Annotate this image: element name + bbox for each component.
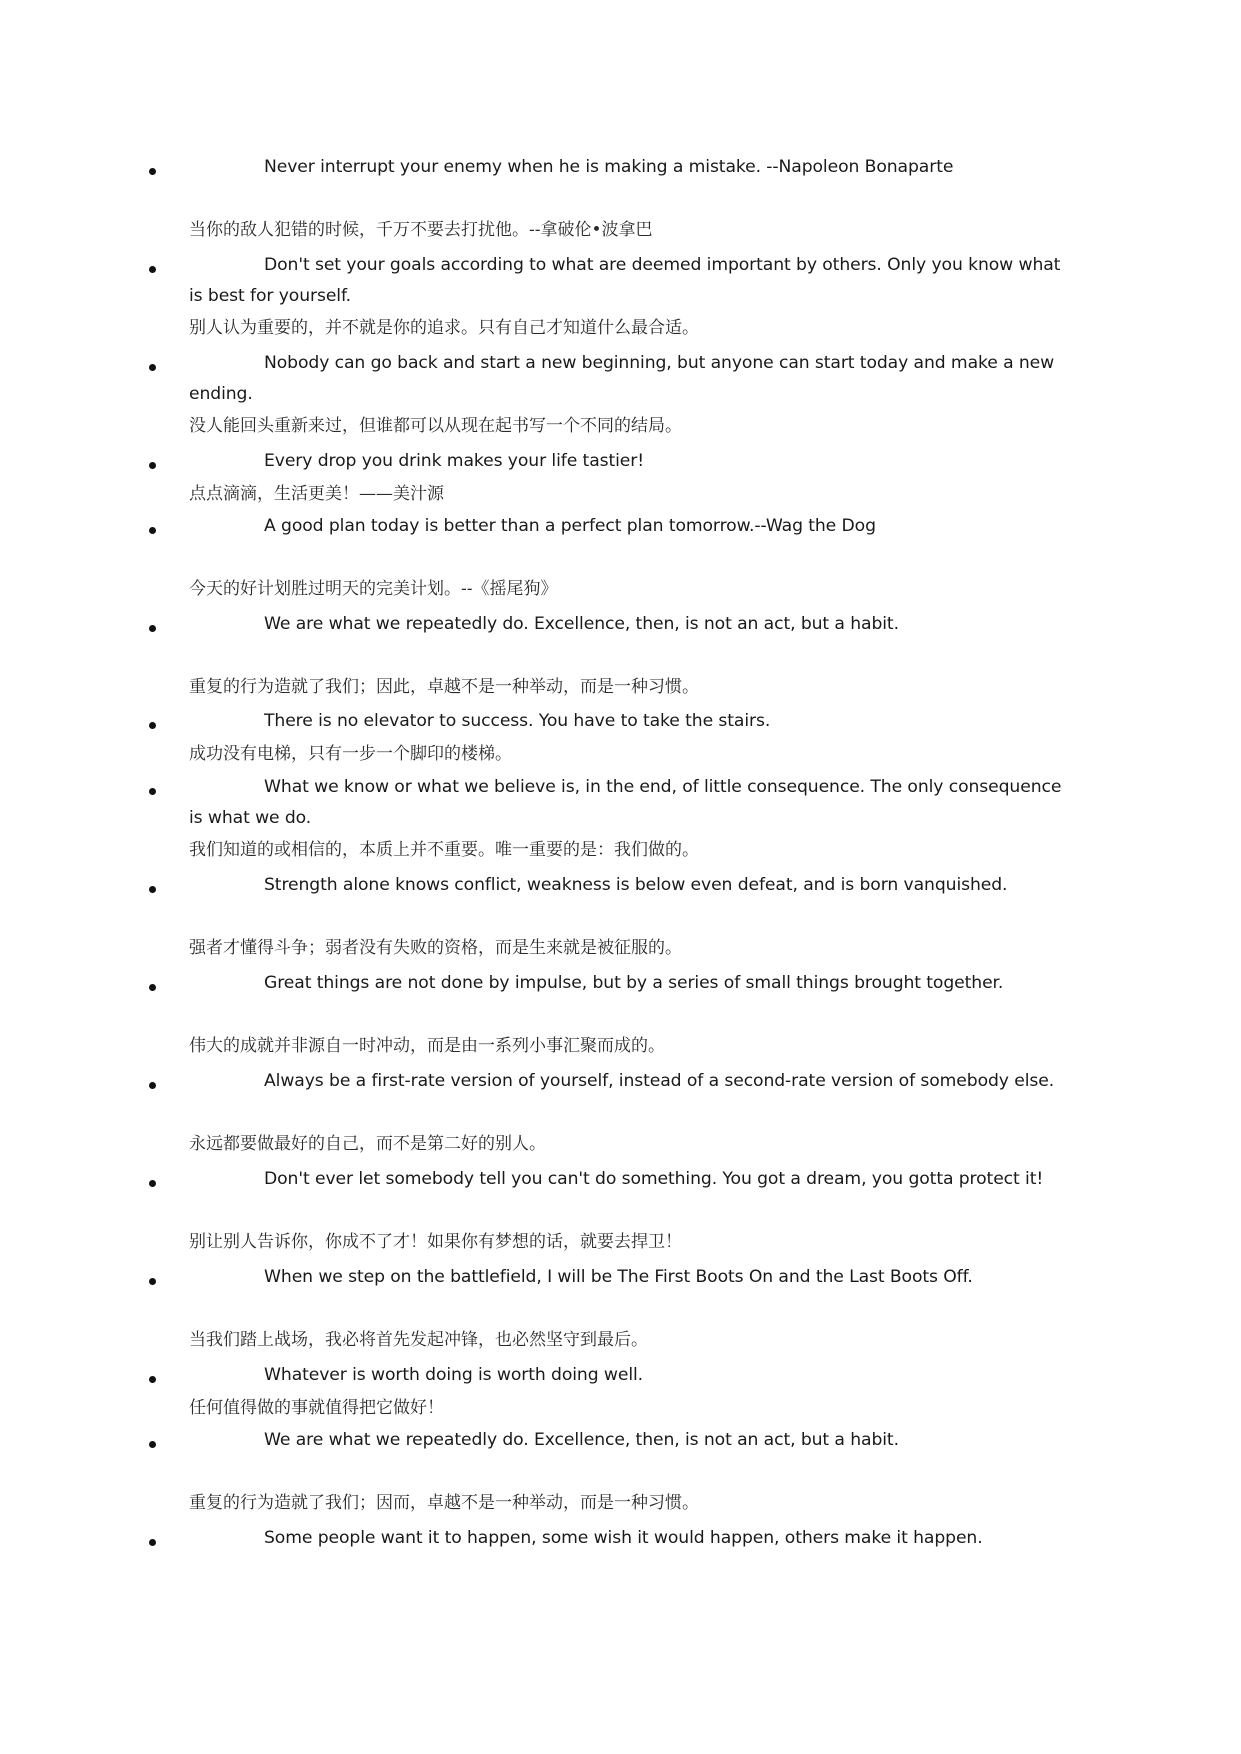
bullet-icon — [149, 364, 156, 371]
quote-english: When we step on the battlefield, I will be The First Boots On and the Last Boots Off. — [264, 1267, 973, 1287]
quote-chinese: 重复的行为造就了我们；因此，卓越不是一种举动，而是一种习惯。 — [189, 677, 699, 697]
bullet-icon — [149, 886, 156, 893]
bullet-icon — [149, 462, 156, 469]
quote-english: We are what we repeatedly do. Excellence, then, is not an act, but a habit. — [264, 1430, 899, 1450]
quote-chinese: 别人认为重要的，并不就是你的追求。只有自己才知道什么最合适。 — [189, 318, 699, 338]
bullet-icon — [149, 1539, 156, 1546]
bullet-icon — [149, 984, 156, 991]
quote-chinese: 永远都要做最好的自己，而不是第二好的别人。 — [189, 1134, 546, 1154]
quote-chinese: 任何值得做的事就值得把它做好！ — [189, 1398, 444, 1418]
bullet-icon — [149, 168, 156, 175]
quote-english: Don't set your goals according to what are deemed important by others. Only you know what is best for yourself. — [189, 255, 1061, 306]
quote-chinese: 伟大的成就并非源自一时冲动，而是由一系列小事汇聚而成的。 — [189, 1036, 665, 1056]
quote-english: What we know or what we believe is, in the end, of little consequence. The only consequence is what we do. — [189, 777, 1062, 828]
quote-chinese: 别让别人告诉你，你成不了才！如果你有梦想的话，就要去捍卫！ — [189, 1232, 682, 1252]
bullet-icon — [149, 266, 156, 273]
bullet-icon — [149, 527, 156, 534]
quote-english: We are what we repeatedly do. Excellence, then, is not an act, but a habit. — [264, 614, 899, 634]
bullet-icon — [149, 1082, 156, 1089]
quote-english: Strength alone knows conflict, weakness is below even defeat, and is born vanquished. — [264, 875, 1008, 895]
bullet-icon — [149, 1180, 156, 1187]
quote-english: Nobody can go back and start a new beginning, but anyone can start today and make a new ending. — [189, 353, 1055, 404]
quote-english: Never interrupt your enemy when he is making a mistake. --Napoleon Bonaparte — [264, 157, 954, 177]
quote-english: Don't ever let somebody tell you can't do something. You got a dream, you gotta protect it! — [264, 1169, 1044, 1189]
quote-english: A good plan today is better than a perfect plan tomorrow.--Wag the Dog — [264, 516, 876, 536]
bullet-icon — [149, 1278, 156, 1285]
bullet-icon — [149, 1376, 156, 1383]
bullet-icon — [149, 722, 156, 729]
bullet-icon — [149, 1441, 156, 1448]
quote-chinese: 今天的好计划胜过明天的完美计划。--《摇尾狗》 — [189, 579, 558, 599]
bullet-icon — [149, 788, 156, 795]
quote-chinese: 成功没有电梯，只有一步一个脚印的楼梯。 — [189, 744, 512, 764]
quote-english: Always be a first-rate version of yourself, instead of a second-rate version of somebody else. — [264, 1071, 1055, 1091]
quote-english: Great things are not done by impulse, but by a series of small things brought together. — [264, 973, 1004, 993]
quote-english: Some people want it to happen, some wish it would happen, others make it happen. — [264, 1528, 983, 1548]
quote-chinese: 当你的敌人犯错的时候，千万不要去打扰他。--拿破伦•波拿巴 — [189, 220, 653, 240]
quote-chinese: 没人能回头重新来过，但谁都可以从现在起书写一个不同的结局。 — [189, 416, 682, 436]
quote-chinese: 我们知道的或相信的，本质上并不重要。唯一重要的是：我们做的。 — [189, 840, 699, 860]
quote-chinese: 点点滴滴，生活更美！——美汁源 — [189, 484, 444, 504]
quote-english: Every drop you drink makes your life tastier! — [264, 451, 645, 471]
quote-english: There is no elevator to success. You have to take the stairs. — [264, 711, 771, 731]
bullet-icon — [149, 625, 156, 632]
quote-chinese: 重复的行为造就了我们；因而，卓越不是一种举动，而是一种习惯。 — [189, 1493, 699, 1513]
quote-chinese: 强者才懂得斗争；弱者没有失败的资格，而是生来就是被征服的。 — [189, 938, 682, 958]
quote-english: Whatever is worth doing is worth doing well. — [264, 1365, 644, 1385]
quote-chinese: 当我们踏上战场，我必将首先发起冲锋，也必然坚守到最后。 — [189, 1330, 648, 1350]
